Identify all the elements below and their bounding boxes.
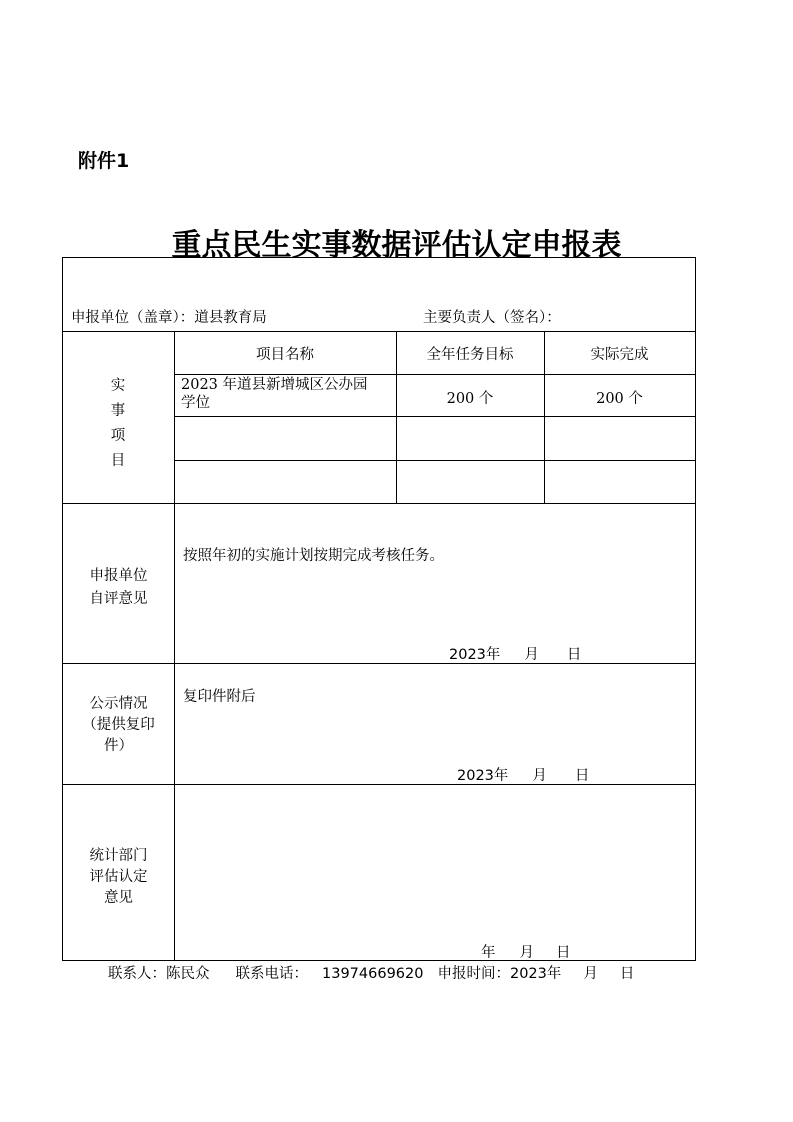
divider [174, 460, 695, 461]
unit-label: 申报单位（盖章）： [71, 310, 195, 326]
report-form [62, 257, 696, 961]
unit-line [71, 306, 267, 327]
phone-label: 联系电话： [235, 966, 308, 982]
item-target-cell[interactable]: 200 个 [446, 391, 494, 407]
publicity-date[interactable]: 2023年 月 日 [457, 768, 590, 784]
report-time-label: 申报时间： [437, 966, 510, 982]
unit-value[interactable]: 道县教育局 [194, 310, 267, 326]
col-header-actual: 实际完成 [590, 347, 649, 363]
item-name-cell[interactable]: 2023 年道县新增城区公办园 学位 [181, 377, 368, 411]
form-footer: 联系人：陈民众 联系电话： 13974669620 申报时间：2023年 月 日 [108, 962, 634, 983]
divider [174, 416, 695, 417]
divider [63, 331, 695, 332]
divider [63, 784, 695, 785]
divider [63, 663, 695, 664]
leader-label: 主要负责人（签名）： [423, 310, 561, 326]
col-header-name: 项目名称 [256, 347, 314, 363]
publicity-content[interactable]: 复印件附后 [183, 689, 256, 705]
stats-eval-label: 统计部门 评估认定 意见 [89, 848, 148, 906]
publicity-label: 公示情况 （提供复印 件） [82, 696, 155, 754]
form-title: 重点民生实事数据评估认定申报表 [171, 228, 622, 263]
stats-eval-date[interactable]: 年 月 日 [481, 945, 571, 961]
self-eval-label: 申报单位 自评意见 [89, 568, 148, 607]
items-side-label: 实 事 项 目 [110, 378, 126, 469]
contact-name[interactable]: 陈民众 [166, 966, 210, 982]
col-header-target: 全年任务目标 [426, 347, 514, 363]
contact-label: 联系人： [108, 966, 166, 982]
self-eval-date[interactable]: 2023年 月 日 [449, 647, 582, 663]
item-actual-cell[interactable]: 200 个 [596, 391, 643, 407]
divider [174, 374, 695, 375]
attachment-label: 附件1 [78, 150, 130, 172]
divider [63, 503, 695, 504]
self-eval-content[interactable]: 按照年初的实施计划按期完成考核任务。 [183, 548, 444, 564]
report-year[interactable]: 2023 [509, 966, 547, 982]
phone-number[interactable]: 13974669620 [322, 966, 424, 982]
divider [174, 331, 175, 960]
